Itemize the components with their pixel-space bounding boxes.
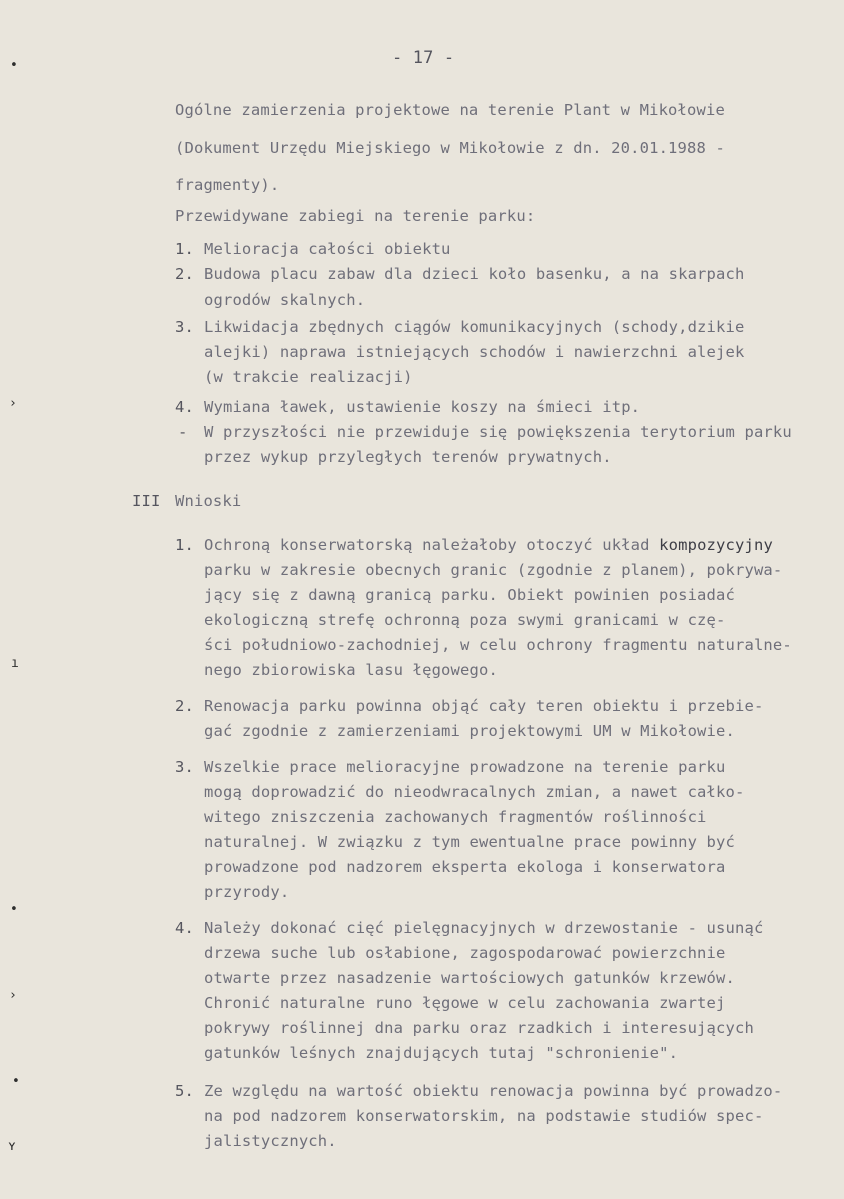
planned-heading: Przewidywane zabiegi na terenie parku: [175, 207, 536, 225]
page-number: - 17 - [392, 48, 455, 68]
list-item-line: Chronić naturalne runo łęgowe w celu zachowania zwartej [204, 994, 726, 1012]
margin-mark: › [9, 396, 17, 411]
list-item-line: Wszelkie prace melioracyjne prowadzone na terenie parku [204, 758, 726, 776]
list-item-line: Likwidacja zbędnych ciągów komunikacyjnych (schody,dzikie [204, 318, 745, 336]
list-number: 4. [175, 919, 194, 937]
list-item-line: przyrody. [204, 883, 290, 901]
list-item-line: mogą doprowadzić do nieodwracalnych zmian, a nawet całko- [204, 783, 745, 801]
list-item-line: Ochroną konserwatorską należałoby otoczyć układ kompozycyjny [204, 536, 773, 554]
list-number: 2. [175, 697, 194, 715]
margin-mark: › [9, 988, 17, 1003]
intro-line: (Dokument Urzędu Miejskiego w Mikołowie z dn. 20.01.1988 - [175, 139, 725, 157]
list-item-line: drzewa suche lub osłabione, zagospodarować powierzchnie [204, 944, 726, 962]
margin-mark: • [10, 902, 18, 917]
list-item-line: ści południowo-zachodniej, w celu ochrony fragmentu naturalne- [204, 636, 792, 654]
list-item-line: gatunków leśnych znajdujących tutaj "schronienie". [204, 1044, 679, 1062]
list-item-line: prowadzone pod nadzorem eksperta ekologa i konserwatora [204, 858, 726, 876]
section-roman-numeral: III [132, 492, 161, 510]
list-item-line: otwarte przez nasadzenie wartościowych gatunków krzewów. [204, 969, 735, 987]
list-item-line: ekologiczną strefę ochronną poza swymi granicami w czę- [204, 611, 726, 629]
list-number: 3. [175, 758, 194, 776]
list-item-line: W przyszłości nie przewiduje się powiększenia terytorium parku [204, 423, 792, 441]
section-title: Wnioski [175, 492, 242, 510]
list-item-line: Melioracja całości obiektu [204, 240, 451, 258]
list-item-line: na pod nadzorem konserwatorskim, na podstawie studiów spec- [204, 1107, 764, 1125]
list-item-line: Budowa placu zabaw dla dzieci koło basenku, a na skarpach [204, 265, 745, 283]
margin-mark: • [10, 58, 18, 73]
list-item-line: gać zgodnie z zamierzeniami projektowymi UM w Mikołowie. [204, 722, 735, 740]
list-item-line: Ze względu na wartość obiektu renowacja powinna być prowadzo- [204, 1082, 783, 1100]
list-item-line: pokrywy roślinnej dna parku oraz rzadkich i interesujących [204, 1019, 754, 1037]
list-item-line: przez wykup przyległych terenów prywatnych. [204, 448, 612, 466]
intro-line: Ogólne zamierzenia projektowe na terenie Plant w Mikołowie [175, 101, 725, 119]
list-item-line: jący się z dawną granicą parku. Obiekt powinien posiadać [204, 586, 735, 604]
list-item-line: parku w zakresie obecnych granic (zgodnie z planem), pokrywa- [204, 561, 783, 579]
intro-line: fragmenty). [175, 176, 280, 194]
list-item-line: (w trakcie realizacji) [204, 368, 413, 386]
list-number: 1. [175, 240, 194, 258]
list-item-line: jalistycznych. [204, 1132, 337, 1150]
list-item-line: ogrodów skalnych. [204, 291, 366, 309]
list-item-line: Wymiana ławek, ustawienie koszy na śmieci itp. [204, 398, 641, 416]
list-dash: - [178, 423, 188, 441]
list-number: 4. [175, 398, 194, 416]
list-number: 1. [175, 536, 194, 554]
list-item-line: nego zbiorowiska lasu łęgowego. [204, 661, 498, 679]
emphasized-word: kompozycyjny [659, 536, 773, 554]
margin-mark: ʏ [8, 1139, 16, 1154]
list-item-line: alejki) naprawa istniejących schodów i nawierzchni alejek [204, 343, 745, 361]
margin-mark: ı [11, 656, 19, 671]
list-number: 2. [175, 265, 194, 283]
margin-mark: • [12, 1074, 20, 1089]
list-item-line: witego zniszczenia zachowanych fragmentów roślinności [204, 808, 707, 826]
list-item-line: naturalnej. W związku z tym ewentualne prace powinny być [204, 833, 735, 851]
list-item-line: Należy dokonać cięć pielęgnacyjnych w drzewostanie - usunąć [204, 919, 764, 937]
list-item-line: Renowacja parku powinna objąć cały teren obiektu i przebie- [204, 697, 764, 715]
list-number: 3. [175, 318, 194, 336]
list-number: 5. [175, 1082, 194, 1100]
